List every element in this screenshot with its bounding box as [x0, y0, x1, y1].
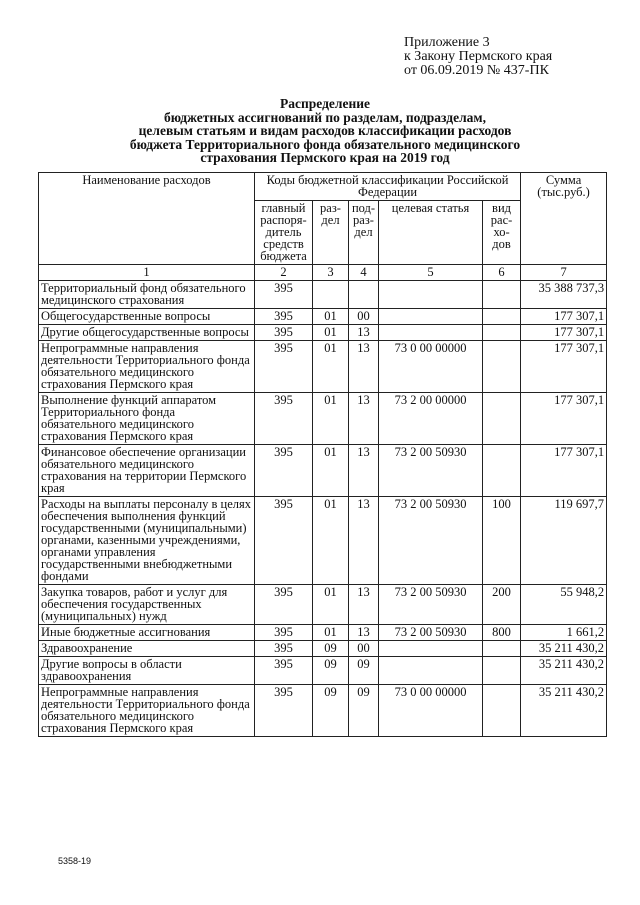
- cell-section: 01: [313, 309, 349, 325]
- table-row: [39, 445, 607, 497]
- table-row: [39, 657, 607, 685]
- cell-sum: 35 211 430,2: [521, 685, 607, 737]
- cell-target-item: 73 2 00 50930: [379, 497, 483, 585]
- table-row: [39, 497, 607, 585]
- cell-sum: 177 307,1: [521, 341, 607, 393]
- column-number: 6: [483, 265, 521, 281]
- cell-expense-type: 100: [483, 497, 521, 585]
- cell-name: Территориальный фонд обязательного медицинского страхования: [39, 281, 255, 309]
- title-line-3: целевым статьям и видам расходов классификации расходов: [138, 123, 512, 138]
- cell-main-manager: 395: [255, 585, 313, 625]
- cell-name: Расходы на выплаты персоналу в целях обеспечения выполнения функций государственными (муниципальными) органами, казенными учреждениями, органами управления государственными внебюджетными фондами: [39, 497, 255, 585]
- cell-subsection: [349, 281, 379, 309]
- cell-subsection: 13: [349, 497, 379, 585]
- cell-name: Непрограммные направления деятельности Территориального фонда обязательного медицинского страхования Пермского края: [39, 685, 255, 737]
- cell-name: Закупка товаров, работ и услуг для обеспечения государственных (муниципальных) нужд: [39, 585, 255, 625]
- cell-section: 09: [313, 685, 349, 737]
- table-row: [39, 685, 607, 737]
- cell-main-manager: 395: [255, 309, 313, 325]
- cell-subsection: 13: [349, 325, 379, 341]
- column-number: 1: [39, 265, 255, 281]
- cell-subsection: 00: [349, 641, 379, 657]
- cell-section: 01: [313, 325, 349, 341]
- cell-expense-type: 800: [483, 625, 521, 641]
- table-row: [39, 281, 607, 309]
- header-expense-type: вид рас-хо-дов: [483, 201, 521, 265]
- cell-sum: 55 948,2: [521, 585, 607, 625]
- cell-expense-type: [483, 657, 521, 685]
- budget-table: [38, 172, 607, 737]
- header-sum: Сумма (тыс.руб.): [521, 173, 607, 265]
- cell-main-manager: 395: [255, 625, 313, 641]
- column-number: 2: [255, 265, 313, 281]
- cell-expense-type: 200: [483, 585, 521, 625]
- cell-sum: 35 211 430,2: [521, 641, 607, 657]
- column-number: 3: [313, 265, 349, 281]
- appendix-header: [404, 36, 552, 78]
- cell-main-manager: 395: [255, 497, 313, 585]
- cell-sum: 35 211 430,2: [521, 657, 607, 685]
- cell-main-manager: 395: [255, 445, 313, 497]
- appendix-line-1: Приложение 3: [404, 35, 490, 50]
- cell-main-manager: 395: [255, 685, 313, 737]
- cell-section: 01: [313, 341, 349, 393]
- title-line-2: бюджетных ассигнований по разделам, подразделам,: [164, 109, 486, 125]
- cell-subsection: 00: [349, 309, 379, 325]
- cell-subsection: 13: [349, 585, 379, 625]
- cell-main-manager: 395: [255, 393, 313, 445]
- cell-expense-type: [483, 325, 521, 341]
- cell-target-item: [379, 281, 483, 309]
- cell-name: Здравоохранение: [39, 641, 255, 657]
- cell-subsection: 13: [349, 445, 379, 497]
- title-line-1: Распределение: [279, 96, 371, 111]
- cell-main-manager: 395: [255, 641, 313, 657]
- cell-target-item: 73 2 00 50930: [379, 625, 483, 641]
- cell-sum: 35 388 737,3: [521, 281, 607, 309]
- header-section: раз-дел: [313, 201, 349, 265]
- cell-section: 09: [313, 657, 349, 685]
- title-line-5: страхования Пермского края на 2019 год: [200, 150, 450, 165]
- cell-target-item: [379, 325, 483, 341]
- cell-name: Иные бюджетные ассигнования: [39, 625, 255, 641]
- cell-subsection: 13: [349, 341, 379, 393]
- cell-subsection: 09: [349, 685, 379, 737]
- table-row: [39, 393, 607, 445]
- cell-expense-type: [483, 341, 521, 393]
- cell-name: Финансовое обеспечение организации обязательного медицинского страхования на территории Пермского края: [39, 445, 255, 497]
- header-main-manager: главный распоря-дитель средств бюджета: [255, 201, 313, 265]
- cell-section: 01: [313, 625, 349, 641]
- cell-name: Непрограммные направления деятельности Территориального фонда обязательного медицинского страхования Пермского края: [39, 341, 255, 393]
- cell-sum: 177 307,1: [521, 393, 607, 445]
- cell-subsection: 13: [349, 625, 379, 641]
- cell-section: 09: [313, 641, 349, 657]
- cell-sum: 119 697,7: [521, 497, 607, 585]
- cell-target-item: [379, 641, 483, 657]
- cell-target-item: 73 2 00 50930: [379, 445, 483, 497]
- cell-sum: 177 307,1: [521, 325, 607, 341]
- cell-sum: 177 307,1: [521, 445, 607, 497]
- title-line-4: бюджета Территориального фонда обязательного медицинского: [129, 136, 521, 152]
- cell-name: Другие вопросы в области здравоохранения: [39, 657, 255, 685]
- appendix-line-3: от 06.09.2019 № 437-ПК: [404, 63, 549, 78]
- cell-target-item: [379, 657, 483, 685]
- cell-expense-type: [483, 641, 521, 657]
- cell-name: Общегосударственные вопросы: [39, 309, 255, 325]
- cell-section: 01: [313, 393, 349, 445]
- cell-expense-type: [483, 685, 521, 737]
- cell-main-manager: 395: [255, 281, 313, 309]
- cell-subsection: 09: [349, 657, 379, 685]
- cell-main-manager: 395: [255, 325, 313, 341]
- header-target-item: целевая статья: [379, 201, 483, 265]
- cell-sum: 177 307,1: [521, 309, 607, 325]
- cell-expense-type: [483, 281, 521, 309]
- cell-main-manager: 395: [255, 657, 313, 685]
- cell-section: 01: [313, 445, 349, 497]
- cell-section: 01: [313, 497, 349, 585]
- cell-target-item: [379, 309, 483, 325]
- cell-expense-type: [483, 393, 521, 445]
- cell-target-item: 73 2 00 50930: [379, 585, 483, 625]
- column-number: 5: [379, 265, 483, 281]
- column-number: 4: [349, 265, 379, 281]
- table-row: [39, 625, 607, 641]
- header-codes-group: Коды бюджетной классификации Российской Федерации: [255, 173, 521, 201]
- header-subsection: под-раз-дел: [349, 201, 379, 265]
- column-number-row: [39, 265, 607, 281]
- cell-target-item: 73 0 00 00000: [379, 685, 483, 737]
- cell-expense-type: [483, 445, 521, 497]
- cell-expense-type: [483, 309, 521, 325]
- cell-section: 01: [313, 585, 349, 625]
- footer-code: 5358-19: [58, 856, 92, 866]
- appendix-line-2: к Закону Пермского края: [404, 49, 553, 64]
- cell-main-manager: 395: [255, 341, 313, 393]
- table-row: [39, 641, 607, 657]
- cell-name: Другие общегосударственные вопросы: [39, 325, 255, 341]
- cell-target-item: 73 0 00 00000: [379, 341, 483, 393]
- cell-section: [313, 281, 349, 309]
- table-row: [39, 309, 607, 325]
- cell-target-item: 73 2 00 00000: [379, 393, 483, 445]
- table-row: [39, 585, 607, 625]
- cell-sum: 1 661,2: [521, 625, 607, 641]
- cell-name: Выполнение функций аппаратом Территориального фонда обязательного медицинского страхования Пермского края: [39, 393, 255, 445]
- document-title: [40, 97, 610, 165]
- table-row: [39, 325, 607, 341]
- cell-subsection: 13: [349, 393, 379, 445]
- table-row: [39, 341, 607, 393]
- column-number: 7: [521, 265, 607, 281]
- header-row-1: [39, 173, 607, 201]
- header-name: Наименование расходов: [39, 173, 255, 265]
